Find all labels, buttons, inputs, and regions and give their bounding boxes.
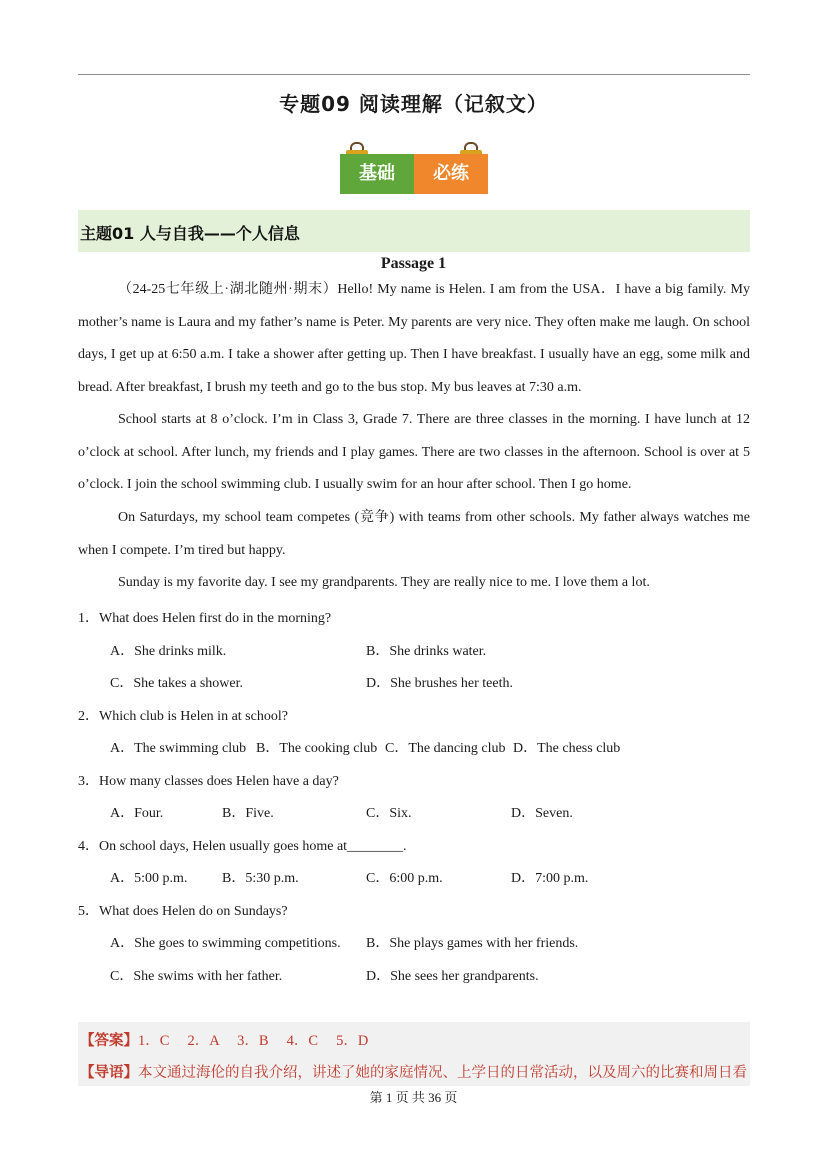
passage-paragraph: （24-25七年级上·湖北随州·期末）Hello! My name is Helen. I am from the USA．I have a big family. My mother’s name is Laura and my father’s name is Peter. My parents are very nice. They often make me laugh. On school days, I get up at 6:50 a.m. I take a shower after getting up. Then I have breakfast. I usually have an egg, some milk and bread. After breakfast, I brush my teeth and go to the bus stop. My bus leaves at 7:30 a.m.: [78, 282, 750, 395]
theme-label: 主题01 人与自我——个人信息: [80, 224, 300, 243]
header-rule: [78, 74, 750, 75]
option-c[interactable]: C．Six.: [366, 806, 412, 821]
option-d[interactable]: D．She sees her grandparents.: [366, 969, 539, 984]
option-a[interactable]: A．The swimming club: [110, 741, 247, 756]
passage-paragraph: School starts at 8 o’clock. I’m in Class 3, Grade 7. There are three classes in the morning. I have lunch at 12 o’clock at school. After lunch, my friends and I play games. There are two classes in the afternoon. School is over at 5 o’clock. I join the school swimming club. I usually swim for an hour after school. Then I go home.: [78, 412, 750, 493]
option-d[interactable]: D．She brushes her teeth.: [366, 676, 513, 691]
question-stem: 1．What does Helen first do in the morning?: [78, 611, 332, 626]
option-c[interactable]: C．She swims with her father.: [110, 969, 283, 984]
option-d[interactable]: D．7:00 p.m.: [511, 871, 589, 886]
guide-tag: 【导语】: [80, 1065, 138, 1081]
theme-bar: [78, 210, 750, 252]
option-b[interactable]: B．She plays games with her friends.: [366, 936, 579, 951]
question-stem: 5．What does Helen do on Sundays?: [78, 904, 288, 919]
answer-tag: 【答案】: [80, 1033, 138, 1049]
option-c[interactable]: C．6:00 p.m.: [366, 871, 443, 886]
guide-line: [80, 1061, 747, 1082]
option-d[interactable]: D．Seven.: [511, 806, 573, 821]
option-b[interactable]: B．She drinks water.: [366, 644, 487, 659]
basic-practice-badge: [340, 142, 488, 194]
page-number: 第 1 页 共 36 页: [369, 1090, 458, 1105]
badge-right-label: 必练: [433, 163, 469, 184]
option-a[interactable]: A．5:00 p.m.: [110, 871, 188, 886]
option-c[interactable]: C．The dancing club: [385, 741, 506, 756]
answer-line: [80, 1029, 368, 1050]
option-a[interactable]: A．She goes to swimming competitions.: [110, 936, 341, 951]
document-title: 专题09 阅读理解（记叙文）: [279, 92, 548, 116]
option-a[interactable]: A．Four.: [110, 806, 164, 821]
option-a[interactable]: A．She drinks milk.: [110, 644, 227, 659]
option-b[interactable]: B．The cooking club: [256, 741, 378, 756]
passage-paragraph: Sunday is my favorite day. I see my grandparents. They are really nice to me. I love them a lot.: [118, 575, 650, 590]
answer-text: 1．C 2．A 3．B 4．C 5．D: [138, 1033, 369, 1049]
option-b[interactable]: B．Five.: [222, 806, 274, 821]
option-c[interactable]: C．She takes a shower.: [110, 676, 243, 691]
badge-left-label: 基础: [359, 163, 395, 184]
passage-title: Passage 1: [380, 255, 447, 272]
question-stem: 3．How many classes does Helen have a day?: [78, 774, 339, 789]
option-d[interactable]: D．The chess club: [513, 741, 621, 756]
question-stem: 4．On school days, Helen usually goes home at________.: [78, 839, 407, 854]
guide-text: 本文通过海伦的自我介绍，讲述了她的家庭情况、上学日的日常活动，以及周六的比赛和周日看: [138, 1065, 747, 1081]
passage-paragraph: On Saturdays, my school team competes (竞争) with teams from other schools. My father always watches me when I compete. I’m tired but happy.: [78, 510, 750, 558]
option-b[interactable]: B．5:30 p.m.: [222, 871, 299, 886]
question-stem: 2．Which club is Helen in at school?: [78, 709, 288, 724]
